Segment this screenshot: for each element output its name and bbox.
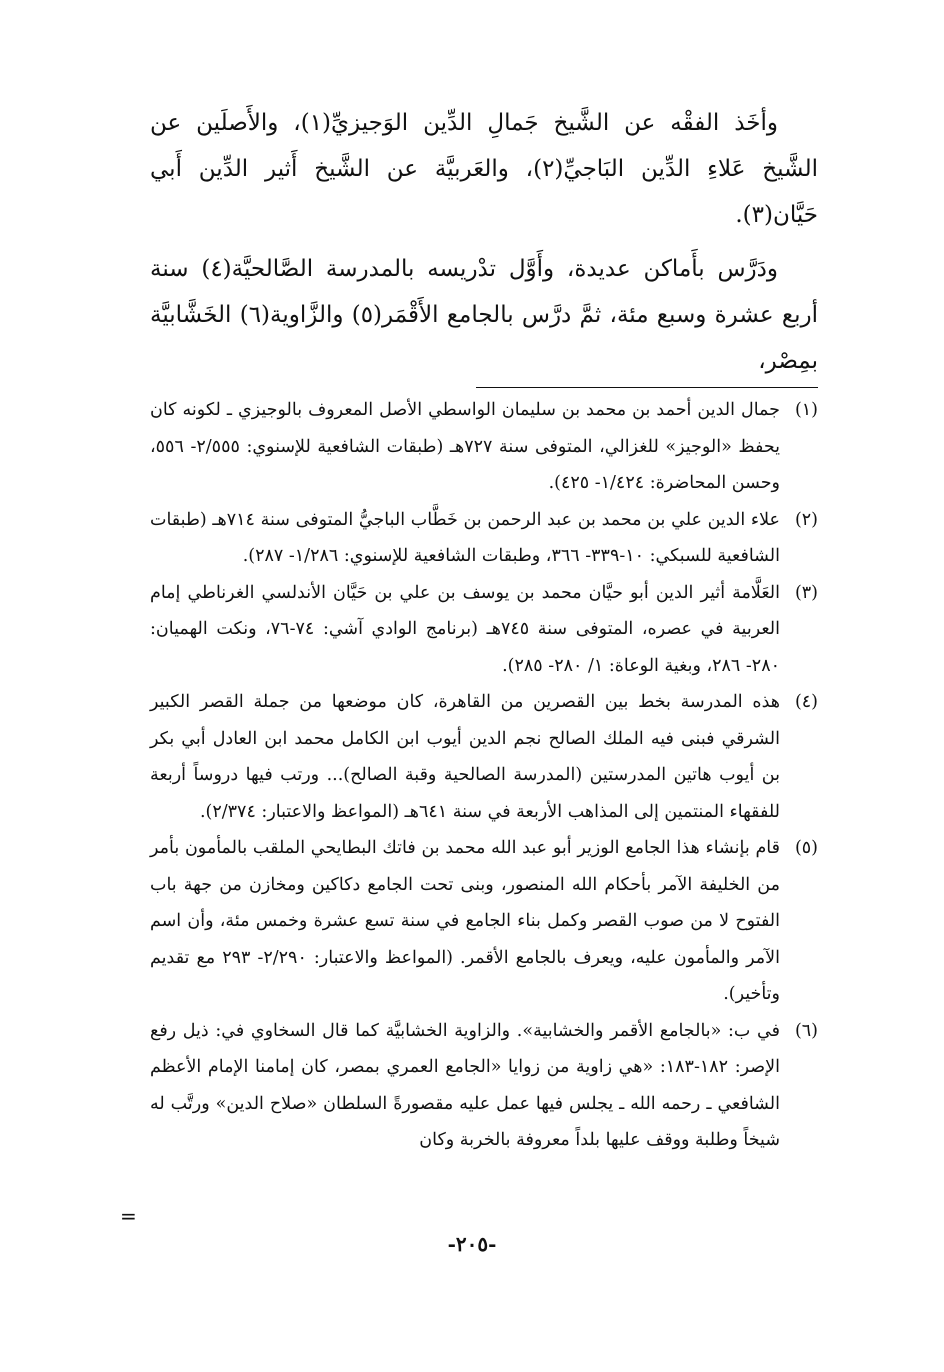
footnote-text: قام بإنشاء هذا الجامع الوزير أبو عبد الله محمد بن فاتك البطايحي الملقب بالمأمون بأمر من الخليفة الآمر بأحكام الله المنصور، وبنى تحت الجامع دكاكين ومخازن من جهة باب الفتوح لا من صوب القصر وكمل بناء الجامع في سنة تسع عشرة وخمس مئة، وأن اسم الآمر والمأمون عليه، ويعرف بالجامع الأقمر. (المواعظ والاعتبار: ٢/٢٩٠- ٢٩٣ مع تقديم وتأخير). — [150, 838, 780, 1004]
footnote-5 — [150, 830, 818, 1013]
book-page — [150, 100, 818, 1300]
footnotes-section — [150, 392, 818, 1159]
main-paragraph-2: ودَرَّس بأَماكن عديدة، وأَوَّل تدْريسه بالمدرسة الصَّالحيَّة(٤) سنة أربع عشرة وسبع مئة، ثمَّ درَّس بالجامع الأَقْمَر(٥) والزَّاوية(٦) الخَشَّابيَّة بمِصْر، — [150, 256, 818, 374]
footnote-3 — [150, 575, 818, 685]
footnote-text: في ب: «بالجامع الأقمر والخشابية». والزاوية الخشابيَّة كما قال السخاوي في: ذيل رفع الإصر: ١٨٢-١٨٣: «هي زاوية من زوايا «الجامع العمري بمصر، كان إمامنا الإمام الأعظم الشافعي ـ رحمه الله ـ يجلس فيها عمل عليه مقصورةً السلطان «صلاح الدين» ورتَّب له شيخاً وطلبة ووقف عليها بلداً معروفة بالخربة وكان — [150, 1020, 780, 1150]
footnote-1 — [150, 392, 818, 502]
page-number: -٢٠٥- — [447, 1232, 497, 1256]
footnote-divider — [476, 387, 818, 388]
footnote-text: علاء الدين علي بن محمد بن عبد الرحمن بن خَطَّاب الباجيُّ المتوفى سنة ٧١٤هـ (طبقات الشافعية للسبكي: ١٠-٣٣٩- ٣٦٦، وطبقات الشافعية للإسنوي: ١/٢٨٦- ٢٨٧). — [150, 509, 780, 566]
footnote-number: (٤) — [794, 692, 818, 712]
footnote-4 — [150, 684, 818, 830]
footnote-number: (٥) — [794, 838, 818, 858]
main-paragraph-1: وأخَذ الفقْه عن الشَّيخ جَمالِ الدِّين الوَجيزيِّ(١)، والأَصلَين عن الشَّيخ عَلاءِ الدِّين البَاجيِّ(٢)، والعَربيَّة عن الشَّيخ أَثير الدِّين أَبي حَيَّان(٣). — [150, 110, 818, 228]
footnote-number: (١) — [794, 400, 818, 420]
footnote-number: (٢) — [794, 509, 818, 530]
footnote-text: جمال الدين أحمد بن محمد بن سليمان الواسطي الأصل المعروف بالوجيزي ـ لكونه كان يحفظ «الوجيز» للغزالي، المتوفى سنة ٧٢٧هـ (طبقات الشافعية للإسنوي: ٢/٥٥٥- ٥٥٦، وحسن المحاضرة: ١/٤٢٤- ٤٢٥). — [150, 400, 780, 493]
footnote-text: العَلَّامة أثير الدين أبو حيَّان محمد بن يوسف بن علي بن حَيَّان الأندلسي الغرناطي إمام العربية في عصره، المتوفى سنة ٧٤٥هـ (برنامج الوادي آشي: ٧٤-٧٦، ونكت الهميان: ٢٨٠- ٢٨٦، وبغية الوعاة: ١/ ٢٨٠- ٢٨٥). — [150, 582, 780, 676]
footnote-number: (٦) — [794, 1020, 818, 1041]
footnote-2 — [150, 502, 818, 575]
footnote-number: (٣) — [794, 582, 818, 603]
footnote-6 — [150, 1013, 818, 1159]
footnote-text: هذه المدرسة بخط بين القصرين من القاهرة، كان موضعها من جملة القصر الكبير الشرقي فبنى فيه الملك الصالح نجم الدين أيوب ابن الكامل محمد ابن العادل أبي بكر بن أيوب هاتين المدرستين (المدرسة الصالحية وقبة الصالح)... ورتب فيها دروساً أربعة للفقهاء المنتمين إلى المذاهب الأربعة في سنة ٦٤١هـ (المواعظ والاعتبار: ٢/٣٧٤). — [150, 692, 780, 822]
continuation-mark: = — [120, 1204, 137, 1228]
main-text-body — [150, 100, 818, 384]
